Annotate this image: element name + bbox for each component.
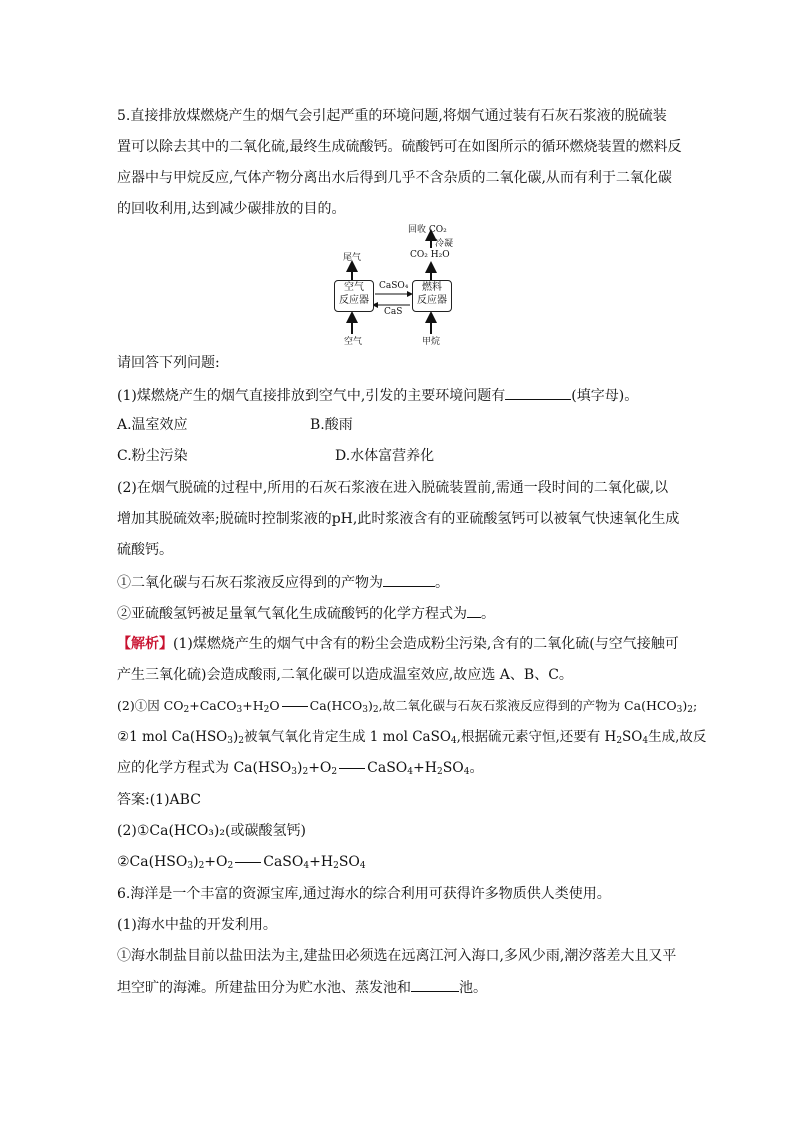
q5-sub2-1-blank bbox=[383, 572, 435, 587]
q6-item1-text: 坦空旷的海滩。所建盐田分为贮水池、蒸发池和 bbox=[117, 980, 411, 996]
option-b: B.酸雨 bbox=[310, 417, 353, 433]
analysis-line-2: 产生三氧化硫)会造成酸雨,二氧化碳可以造成温室效应,故应选 A、B、C。 bbox=[117, 667, 573, 683]
analysis-label: 【解析】 bbox=[117, 636, 173, 652]
condense-label: 冷凝 bbox=[435, 239, 454, 249]
air-label: 空气 bbox=[344, 337, 363, 347]
q5-sub1-blank bbox=[505, 385, 571, 400]
q6-item1-line-1: ①海水制盐目前以盐田法为主,建盐田必须选在远离江河入海口,多风少雨,潮汐落差大且又平 bbox=[117, 948, 677, 964]
q5-prompt: 请回答下列问题: bbox=[117, 355, 220, 371]
q6-item1-blank bbox=[411, 977, 459, 992]
caso4-label: CaSO₄ bbox=[379, 281, 409, 291]
q5-sub2-line-2: 增加其脱硫效率;脱硫时控制浆液的pH,此时浆液含有的亚硫酸氢钙可以被氧气快速氧化生成 bbox=[117, 511, 680, 527]
q5-sub2-1-period: 。 bbox=[435, 575, 449, 591]
fuel-reactor-box: 燃料 反应器 bbox=[412, 280, 452, 312]
q5-sub1 bbox=[117, 385, 638, 406]
tail-gas-label: 尾气 bbox=[343, 253, 362, 263]
analysis-line-4: ②1 mol $Ca(HSO_3)_2$被氧气氧化肯定生成 1 mol CaSO$_4$,根据硫元素守恒,还要有 $H_2SO_4$生成,故反 bbox=[117, 729, 707, 746]
q5-sub2-line-1: (2)在烟气脱硫的过程中,所用的石灰石浆液在进入脱硫装置前,需通一段时间的二氧化碳,以 bbox=[117, 480, 669, 496]
combustion-cycle-diagram bbox=[330, 222, 470, 348]
q6-item1-line-2 bbox=[117, 977, 487, 998]
q5-sub2-2 bbox=[117, 603, 495, 624]
q6-intro: 6.海洋是一个丰富的资源宝库,通过海水的综合利用可获得许多物质供人类使用。 bbox=[117, 886, 611, 902]
analysis-text-1: (1)煤燃烧产生的烟气中含有的粉尘会造成粉尘污染,含有的二氧化硫(与空气接触可 bbox=[173, 636, 679, 652]
answer-line-3: $②Ca(HSO_3)_2+O_2$ $CaSO_4+H_2SO_4$ bbox=[117, 854, 366, 871]
q6-sub1: (1)海水中盐的开发利用。 bbox=[117, 917, 277, 933]
q5-sub2-line-3: 硫酸钙。 bbox=[117, 542, 173, 558]
analysis-line-1 bbox=[117, 634, 679, 654]
air-reactor-box: 空气 反应器 bbox=[334, 280, 374, 312]
q5-sub2-2-text: ②亚硫酸氢钙被足量氧气氧化生成硫酸钙的化学方程式为 bbox=[117, 606, 467, 622]
option-c: C.粉尘污染 bbox=[117, 448, 188, 464]
q5-intro-line-1: 5.直接排放煤燃烧产生的烟气会引起严重的环境问题,将烟气通过装有石灰石浆液的脱硫装 bbox=[117, 108, 667, 124]
option-d: D.水体富营养化 bbox=[335, 448, 435, 464]
q5-sub1-text: (1)煤燃烧产生的烟气直接排放到空气中,引发的主要环境问题有 bbox=[117, 388, 506, 404]
q5-sub2-2-blank bbox=[467, 603, 481, 618]
cas-label: CaS bbox=[384, 307, 403, 317]
analysis-line-3: (2)①因 $CO_2+CaCO_3+H_2O$ $Ca(HCO_3)_2$,故二氧化碳与石灰石浆液反应得到的产物为 $Ca(HCO_3)_2$; bbox=[117, 698, 698, 715]
analysis-line-5: 应的化学方程式为 $Ca(HSO_3)_2+O_2$ $CaSO_4+H_2SO_4$。 bbox=[117, 760, 484, 777]
q6-item1-tail: 池。 bbox=[459, 980, 487, 996]
q5-sub2-2-period: 。 bbox=[481, 606, 495, 622]
q5-sub1-tail: (填字母)。 bbox=[571, 388, 639, 404]
q5-intro-line-3: 应器中与甲烷反应,气体产物分离出水后得到几乎不含杂质的二氧化碳,从而有利于二氧化碳 bbox=[117, 170, 672, 186]
products-label: CO₂ H₂O bbox=[410, 250, 450, 260]
q5-intro-line-2: 置可以除去其中的二氧化硫,最终生成硫酸钙。硫酸钙可在如图所示的循环燃烧装置的燃料反 bbox=[117, 139, 682, 155]
option-a: A.温室效应 bbox=[117, 417, 188, 433]
q5-sub2-1 bbox=[117, 572, 449, 593]
answer-line-1: 答案:(1)ABC bbox=[117, 792, 201, 808]
q5-sub2-1-text: ①二氧化碳与石灰石浆液反应得到的产物为 bbox=[117, 575, 383, 591]
methane-label: 甲烷 bbox=[422, 337, 441, 347]
answer-line-2: (2)①Ca(HCO₃)₂(或碳酸氢钙) bbox=[117, 823, 306, 839]
recover-co2-label: 回收 CO₂ bbox=[408, 225, 447, 235]
q5-intro-line-4: 的回收利用,达到减少碳排放的目的。 bbox=[117, 201, 346, 217]
